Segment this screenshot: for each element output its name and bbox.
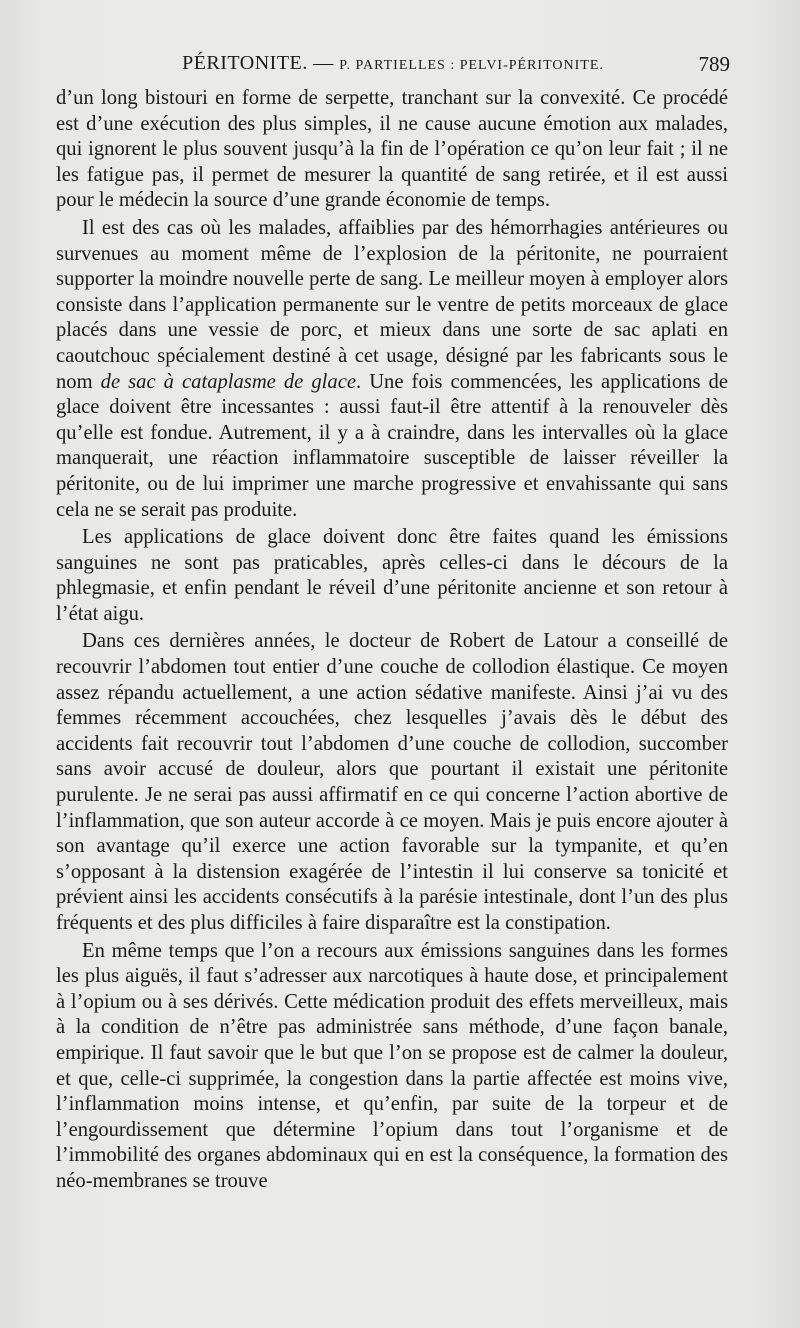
paragraph-1: d’un long bistouri en forme de serpette, tranchant sur la convexité. Ce procédé est d’une exécution des plus simples, il ne cause aucune émotion aux malades, qui ignorent le plus souvent jusqu’à la fin de l’opération ce qu’on leur fait ; il ne les fatigue pas, il permet de mesurer la quantité de sang retirée, et il est aussi pour le médecin la source d’une grande économie de temps. (56, 87, 728, 212)
body-text (56, 86, 728, 1195)
paragraph-2-italic: de sac à cataplasme de glace (100, 370, 356, 393)
paragraph-5: En même temps que l’on a recours aux émissions sanguines dans les formes les plus aiguës, il faut s’adresser aux narcotiques à haute dose, et principalement à l’opium ou à ses dérivés. Cette médication produit des effets merveilleux, mais à la condition de n’être pas administrée sans méthode, d’une façon banale, empirique. Il faut savoir que le but que l’on se propose est de calmer la douleur, et que, celle-ci supprimée, la congestion dans la partie affectée est moins vive, l’inflammation moins intense, et qu’enfin, par suite de la torpeur et de l’engourdissement que détermine l’opium dans tout l’organisme et de l’immobilité des organes abdominaux qui en est la conséquence, la formation des néo-membranes se trouve (56, 939, 728, 1192)
paragraph-3: Les applications de glace doivent donc être faites quand les émissions sanguines ne sont pas praticables, après celles-ci dans le décours de la phlegmasie, et enfin pendant le réveil d’une péritonite ancienne et son retour à l’état aigu. (56, 526, 728, 625)
paragraph-2 (56, 216, 728, 523)
running-title-sub: P. PARTIELLES : PELVI-PÉRITONITE. (339, 58, 604, 73)
running-title-dash: — (313, 52, 334, 74)
running-title-main: PÉRITONITE. (182, 52, 308, 74)
running-header (56, 52, 730, 82)
paragraph-4: Dans ces dernières années, le docteur de Robert de Latour a conseillé de recouvrir l’abdomen tout entier d’une couche de collodion élastique. Ce moyen assez répandu actuellement, a une action sédative manifeste. Ainsi j’ai vu des femmes récemment accouchées, chez lesquelles j’avais dès le début des accidents fait recouvrir tout l’abdomen d’une couche de collodion, succomber sans avoir accusé de douleur, alors que pourtant il existait une péritonite purulente. Je ne serai pas aussi affirmatif en ce qui concerne l’action abortive de l’inflammation, que son auteur accorde à ce moyen. Mais je puis encore ajouter à son avantage qu’il exerce une action favorable sur la tympanite, et qu’en s’opposant à la distension exagérée de l’intestin il lui conserve sa tonicité et prévient ainsi les accidents consécutifs à la parésie intestinale, dont l’un des plus fréquents et des plus difficiles à faire disparaître est la constipation. (56, 630, 728, 934)
paragraph-2-part-1: Il est des cas où les malades, affaiblies par des hémorrhagies antérieures ou survenues au moment même de l’explosion de la péritonite, ne pourraient supporter la moindre nouvelle perte de sang. Le meilleur moyen à employer alors consiste dans l’application permanente sur le ventre de petits morceaux de glace placés dans une vessie de porc, et mieux dans une sorte de sac aplati en caoutchouc spécialement destiné à cet usage, désigné par les fabricants sous le nom (56, 216, 728, 393)
running-title (56, 52, 730, 75)
paragraph-2-part-2: . Une fois commencées, les applications de glace doivent être incessantes : aussi faut-il être attentif à la renouveler dès qu’elle est fondue. Autrement, il y a à craindre, dans les intervalles où la glace manquerait, une réaction inflammatoire susceptible de laisser réveiller la péritonite, ou de lui imprimer une marche progressive et envahissante qui sans cela ne se serait pas produite. (56, 370, 728, 521)
page-number: 789 (698, 52, 730, 76)
